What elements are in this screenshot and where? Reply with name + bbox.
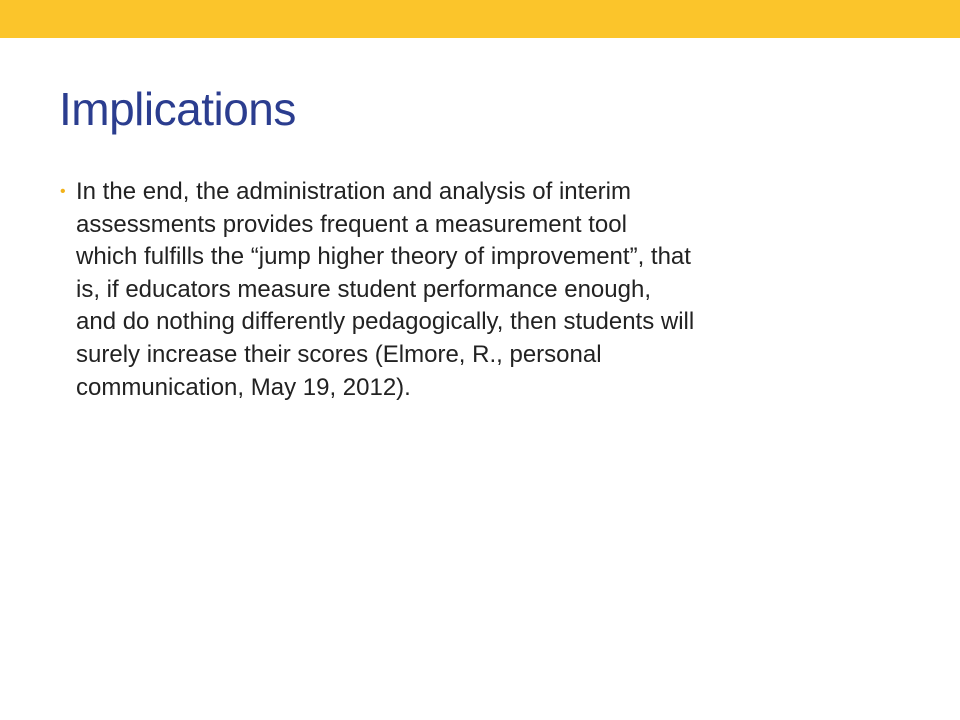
bullet-text — [76, 176, 906, 404]
bullet-line: assessments provides frequent a measurement tool — [76, 210, 627, 238]
bullet-line: is, if educators measure student performance enough, — [76, 275, 651, 303]
bullet-line: communication, May 19, 2012). — [76, 373, 411, 401]
bullet-line: which fulfills the “jump higher theory of improvement”, that — [76, 243, 691, 271]
bullet-line: surely increase their scores (Elmore, R., personal — [76, 340, 602, 368]
top-accent-bar — [0, 0, 960, 38]
bullet-line: In the end, the administration and analysis of interim — [76, 178, 631, 205]
bullet-item — [60, 176, 920, 404]
bullet-marker: • — [60, 183, 66, 200]
bullet-line: and do nothing differently pedagogically, then students will — [76, 308, 695, 336]
slide-body — [60, 176, 920, 404]
slide-title: Implications — [59, 83, 296, 135]
